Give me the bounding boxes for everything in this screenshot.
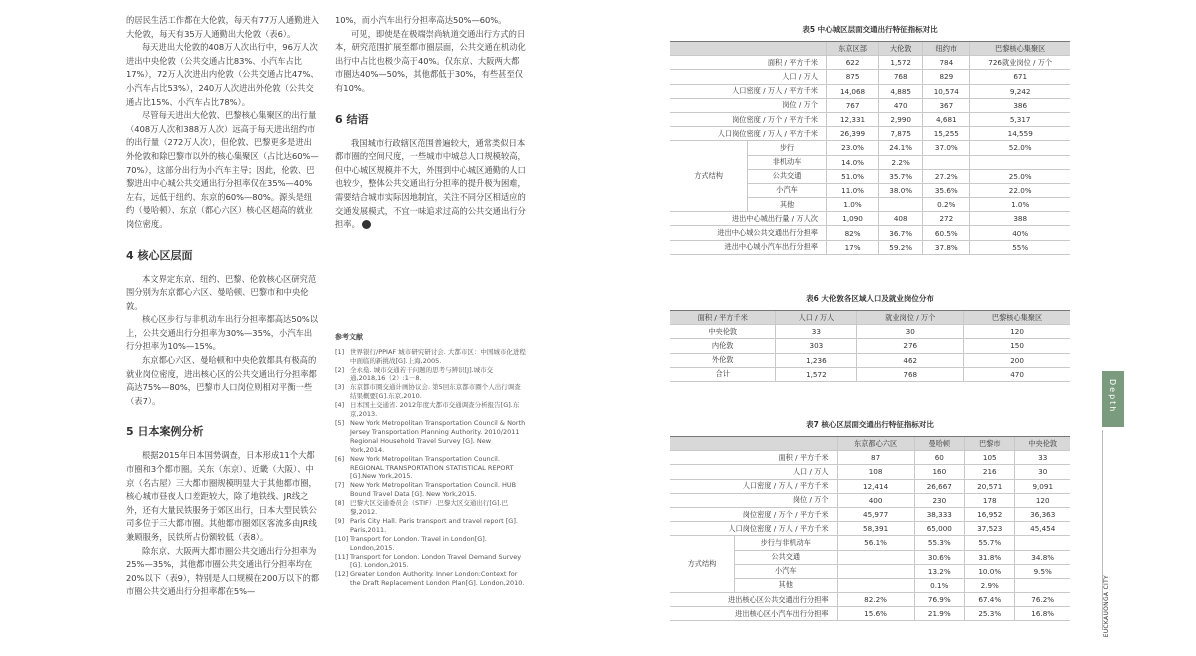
table-cell: 20,571: [965, 479, 1015, 493]
reference-number: [10]: [335, 534, 349, 543]
table-row: [670, 56, 1070, 70]
table-cell: 0.1%: [914, 578, 964, 592]
table-cell: 51.0%: [826, 169, 878, 183]
row-label: 岗位密度 / 万个 / 平方千米: [670, 112, 826, 126]
row-sublabel: 公共交通: [734, 550, 837, 564]
paragraph: 本文界定东京、纽约、巴黎、伦敦核心区研究范围分别为东京都心六区、曼哈顿、巴黎市和中央伦敦。: [126, 273, 317, 311]
table-row: [670, 493, 1070, 507]
table-cell: 38.0%: [879, 183, 923, 197]
paragraph: 的居民生活工作都在大伦敦，每天有77万人通勤进入大伦敦，每天有35万人通勤出大伦敦（表6）。: [126, 15, 320, 39]
table-cell: 40%: [970, 226, 1070, 240]
reference-text: Greater London Authority. Inner London:Context for the Draft Replacement London Plan[G]. London,2010.: [350, 570, 525, 588]
table-row: [670, 607, 1070, 621]
row-label: 面积 / 平方千米: [670, 451, 837, 465]
table-cell: 37.0%: [923, 141, 970, 155]
table-cell: 10.0%: [965, 564, 1015, 578]
table-cell: 1,572: [879, 56, 923, 70]
table-row: [670, 367, 1070, 381]
table-cell: 9.5%: [1015, 564, 1070, 578]
table-cell: [837, 550, 914, 564]
group-label: 方式结构: [670, 536, 734, 593]
table-cell: 67.4%: [965, 593, 1015, 607]
column-header: 巴黎核心集聚区: [970, 42, 1070, 56]
table-cell: 230: [914, 493, 964, 507]
reference-text: 世界银行/PPIAF 城市研究研讨会. 大都市区：中国城市化进程中面临的新挑战[G].上海,2005.: [350, 347, 526, 365]
reference-item: [335, 348, 527, 366]
table-cell: 55.7%: [965, 536, 1015, 550]
paragraph: 每天进出大伦敦的408万人次出行中，96万人次进出中央伦敦（公共交通占比83%、小汽车占比17%），72万人次进出内伦敦（公共交通占比47%、小汽车占比53%），240万人次进出外伦敦（公共交通占比15%、小汽车占比78%）。: [126, 42, 319, 107]
table-cell: 9,242: [970, 84, 1070, 98]
row-label: 进出核心区公共交通出行分担率: [670, 593, 837, 607]
column-header: 巴黎市: [965, 437, 1015, 451]
table-cell: 105: [965, 451, 1015, 465]
table-cell: 34.8%: [1015, 550, 1070, 564]
row-sublabel: 非机动车: [748, 155, 827, 169]
reference-item: [335, 401, 527, 419]
section-tab: [1102, 371, 1124, 427]
table-cell: 9,091: [1015, 479, 1070, 493]
table-cell: 16.8%: [1015, 607, 1070, 621]
table-cell: 35.6%: [923, 183, 970, 197]
table-cell: 1,572: [776, 367, 857, 381]
table-cell: 25.3%: [965, 607, 1015, 621]
table-cell: 60.5%: [923, 226, 970, 240]
text-column-1: [126, 14, 320, 599]
column-header: 就业岗位 / 万个: [857, 311, 964, 325]
table-cell: 408: [879, 212, 923, 226]
table-cell: 21.9%: [914, 607, 964, 621]
table-cell: 200: [964, 353, 1070, 367]
table-cell: 178: [965, 493, 1015, 507]
table6-caption: 表6 大伦敦各区域人口及就业岗位分布: [806, 294, 934, 303]
table-cell: 108: [837, 465, 914, 479]
row-sublabel: 其他: [734, 578, 837, 592]
paragraph: 东京都心六区、曼哈顿和中央伦敦都具有极高的就业岗位密度，进出核心区的公共交通出行分担率都高达75%—80%，巴黎市人口岗位则相对平衡一些（表7）。: [126, 355, 317, 406]
table-cell: 14,068: [826, 84, 878, 98]
reference-item: [335, 499, 527, 517]
table-cell: 1,090: [826, 212, 878, 226]
row-sublabel: 小汽车: [734, 564, 837, 578]
row-label: 进出中心城公共交通出行分担率: [670, 226, 826, 240]
table-cell: 22.0%: [970, 183, 1070, 197]
reference-text: Paris City Hall. Paris transport and travel report [G]. Paris,2011.: [350, 516, 518, 534]
table-cell: 52.0%: [970, 141, 1070, 155]
table-cell: 30.6%: [914, 550, 964, 564]
table-row: [670, 98, 1070, 112]
references-list: [335, 348, 527, 588]
table-cell: 622: [826, 56, 878, 70]
table-cell: 768: [879, 70, 923, 84]
conclusion-text: 我国城市行政辖区范围普遍较大，通常类似日本都市圈的空间尺度，一些城市中城总人口规模较高，但中心城区规模并不大，外围到中心城区通勤的人口也较少，整体公共交通出行分担率的提升极为困难，需要结合城市实际因地制宜，关注不同分区相适应的交通发展模式，不宜一味追求过高的公共交通出行分担率。: [335, 137, 526, 230]
table-cell: 276: [857, 339, 964, 353]
paragraph: 根据2015年日本国势调查，日本形成11个大都市圈和3个都市圈。关东（东京）、近畿（大阪）、中京（名古屋）三大都市圈规模明显大于其他都市圈，核心城市昼夜人口差距较大，除了地铁线、JR线之外，还有大量民铁服务于郊区出行，日本大型民铁公司多位于三大都市圈。其他都市圈郊区客流多由JR线兼顾服务，民铁所占份额较低（表8）。: [126, 450, 317, 542]
table-header-row: [670, 437, 1070, 451]
table-cell: 23.0%: [826, 141, 878, 155]
table-cell: 303: [776, 339, 857, 353]
table-cell: 160: [914, 465, 964, 479]
table-cell: 12,331: [826, 112, 878, 126]
row-sublabel: 步行: [748, 141, 827, 155]
table7: [670, 436, 1070, 621]
column-header: 大伦敦: [879, 42, 923, 56]
table5-container: [670, 24, 1070, 255]
table-cell: 388: [970, 212, 1070, 226]
table-cell: 7,875: [879, 127, 923, 141]
row-label: 岗位密度 / 万个 / 平方千米: [670, 507, 837, 521]
table-cell: 38,333: [914, 507, 964, 521]
row-label: 岗位 / 万个: [670, 98, 826, 112]
table-cell: 0.2%: [923, 198, 970, 212]
column-header: 巴黎核心集聚区: [964, 311, 1070, 325]
reference-item: [335, 481, 527, 499]
table-cell: 33: [1015, 451, 1070, 465]
table-row: [670, 522, 1070, 536]
table-row: [670, 226, 1070, 240]
row-label: 内伦敦: [670, 339, 776, 353]
row-label: 中央伦敦: [670, 325, 776, 339]
table-cell: 671: [970, 70, 1070, 84]
table-cell: 150: [964, 339, 1070, 353]
reference-text: 全永燊. 城市交通若干问题的思考与辨识[J].城市交通,2018,16（2）:1－8.: [350, 365, 494, 383]
table-row: [670, 127, 1070, 141]
text-column-2: [335, 14, 527, 588]
table-row: [670, 536, 1070, 550]
row-sublabel: 步行与非机动车: [734, 536, 837, 550]
row-sublabel: 公共交通: [748, 169, 827, 183]
paragraph: 除东京、大阪两大都市圈公共交通出行分担率为25%—35%，其他都市圈公共交通出行分担率均在20%以下（表9），特别是人口规模在200万以下的都市圈公共交通出行分担率都在5%—: [126, 545, 320, 597]
table-cell: 82.2%: [837, 593, 914, 607]
header-blank: [670, 437, 837, 451]
table-cell: 768: [857, 367, 964, 381]
reference-text: Transport for London. London Travel Demand Survey [G]. London,2015.: [350, 552, 522, 570]
paragraph: 10%，而小汽车出行分担率高达50%—60%。: [335, 15, 507, 25]
table-cell: 55%: [970, 240, 1070, 254]
table-cell: 76.2%: [1015, 593, 1070, 607]
table-row: [670, 451, 1070, 465]
table-cell: 31.8%: [965, 550, 1015, 564]
table-cell: 400: [837, 493, 914, 507]
reference-number: [11]: [335, 552, 349, 561]
row-label: 面积 / 平方千米: [670, 56, 826, 70]
table-cell: 76.9%: [914, 593, 964, 607]
table-cell: 470: [879, 98, 923, 112]
table-row: [670, 465, 1070, 479]
column-header: 人口 / 万人: [776, 311, 857, 325]
table-cell: 784: [923, 56, 970, 70]
table-cell: 36.7%: [879, 226, 923, 240]
journal-name: EUCKAUONGA CITY: [1103, 575, 1110, 638]
table-cell: 2.2%: [879, 155, 923, 169]
table-cell: 45,977: [837, 507, 914, 521]
table-cell: 24.1%: [879, 141, 923, 155]
table-cell: 12,414: [837, 479, 914, 493]
reference-item: [335, 455, 527, 482]
table-cell: 1.0%: [826, 198, 878, 212]
table-cell: 30: [857, 325, 964, 339]
table-row: [670, 84, 1070, 98]
section-heading-5: 5 日本案例分析: [126, 425, 204, 439]
table-cell: 56.1%: [837, 536, 914, 550]
table-cell: 35.7%: [879, 169, 923, 183]
table6: [670, 310, 1070, 382]
reference-number: [2]: [335, 365, 345, 374]
table-cell: 120: [1015, 493, 1070, 507]
row-label: 合计: [670, 367, 776, 381]
table-cell: 272: [923, 212, 970, 226]
table-row: [670, 141, 1070, 155]
table-row: [670, 212, 1070, 226]
table-cell: 58,391: [837, 522, 914, 536]
table-cell: 1,236: [776, 353, 857, 367]
table-cell: [879, 198, 923, 212]
reference-number: [12]: [335, 570, 349, 579]
table-cell: 10,574: [923, 84, 970, 98]
table-cell: 5,317: [970, 112, 1070, 126]
table-cell: 767: [826, 98, 878, 112]
table-cell: 59.2%: [879, 240, 923, 254]
table-cell: 4,681: [923, 112, 970, 126]
paragraph: [335, 137, 527, 232]
column-header: 东京区部: [826, 42, 878, 56]
table-row: [670, 112, 1070, 126]
table-cell: 45,454: [1015, 522, 1070, 536]
table-cell: 27.2%: [923, 169, 970, 183]
reference-number: [9]: [335, 516, 345, 525]
reference-text: Transport for London. Travel in London[G]. London,2015.: [350, 534, 487, 552]
table-row: [670, 593, 1070, 607]
table-cell: [923, 155, 970, 169]
table-header-row: [670, 311, 1070, 325]
table-cell: 1.0%: [970, 198, 1070, 212]
header-blank: [670, 42, 826, 56]
table-cell: 2.9%: [965, 578, 1015, 592]
row-label: 进出中心城出行量 / 万人次: [670, 212, 826, 226]
table-cell: 60: [914, 451, 964, 465]
reference-number: [4]: [335, 401, 345, 410]
table-row: [670, 507, 1070, 521]
table-cell: 15,255: [923, 127, 970, 141]
table-cell: 55.3%: [914, 536, 964, 550]
table-cell: 26,667: [914, 479, 964, 493]
table-row: [670, 339, 1070, 353]
table-cell: 33: [776, 325, 857, 339]
column-header: 东京都心六区: [837, 437, 914, 451]
row-label: 进出核心区小汽车出行分担率: [670, 607, 837, 621]
table7-caption: 表7 核心区层面交通出行特征指标对比: [806, 420, 934, 429]
reference-item: [335, 517, 527, 535]
table-cell: 26,399: [826, 127, 878, 141]
table-cell: 2,990: [879, 112, 923, 126]
table-cell: 829: [923, 70, 970, 84]
row-label: 人口 / 万人: [670, 70, 826, 84]
table-cell: 36,363: [1015, 507, 1070, 521]
reference-text: New York Metropolitan Transportation Council. HUB Bound Travel Data [G]. New York,2015.: [350, 481, 517, 499]
reference-number: [1]: [335, 347, 345, 356]
row-label: 人口 / 万人: [670, 465, 837, 479]
table-cell: 30: [1015, 465, 1070, 479]
row-label: 人口岗位密度 / 万人 / 平方千米: [670, 127, 826, 141]
table-row: [670, 70, 1070, 84]
table-cell: 65,000: [914, 522, 964, 536]
paragraph: 核心区步行与非机动车出行分担率都高达50%以上，公共交通出行分担率为30%—35%，小汽车出行分担率为10%—15%。: [126, 314, 319, 352]
table-cell: 14.0%: [826, 155, 878, 169]
table-row: [670, 240, 1070, 254]
reference-number: [3]: [335, 383, 345, 392]
table5: [670, 41, 1070, 255]
table-cell: 16,952: [965, 507, 1015, 521]
table-cell: [1015, 536, 1070, 550]
column-header: 中央伦敦: [1015, 437, 1070, 451]
table-cell: 17%: [826, 240, 878, 254]
reference-item: [335, 383, 527, 401]
reference-item: [335, 535, 527, 553]
table-cell: 11.0%: [826, 183, 878, 197]
reference-item: [335, 366, 527, 384]
table-cell: 37.8%: [923, 240, 970, 254]
row-sublabel: 其他: [748, 198, 827, 212]
table-cell: 120: [964, 325, 1070, 339]
table6-container: [670, 293, 1070, 382]
group-label: 方式结构: [670, 141, 748, 212]
table7-container: [670, 419, 1070, 621]
table-cell: 367: [923, 98, 970, 112]
table-cell: [1015, 578, 1070, 592]
reference-number: [7]: [335, 481, 345, 490]
row-label: 岗位 / 万个: [670, 493, 837, 507]
table-cell: 37,523: [965, 522, 1015, 536]
section-heading-6: 6 结语: [335, 112, 369, 126]
row-label: 外伦敦: [670, 353, 776, 367]
table-cell: 87: [837, 451, 914, 465]
column-header: 纽约市: [923, 42, 970, 56]
reference-item: [335, 419, 527, 455]
references-title: 参考文献: [335, 332, 363, 341]
table-cell: [837, 564, 914, 578]
reference-text: 巴黎大区交通委员会（STIF）.巴黎大区交通出行[G].巴黎,2012.: [350, 499, 508, 517]
table-cell: [837, 578, 914, 592]
reference-number: [8]: [335, 499, 345, 508]
table-cell: 15.6%: [837, 607, 914, 621]
reference-item: [335, 570, 527, 588]
section-heading-4: 4 核心区层面: [126, 248, 193, 262]
column-header: 曼哈顿: [914, 437, 964, 451]
reference-text: New York Metropolitan Transportation Council & North Jersey Transportation Planning Authority. 2010/2011 Regional Household Travel Survey [G]. New York,2014.: [350, 418, 526, 454]
table-cell: 470: [964, 367, 1070, 381]
reference-number: [5]: [335, 418, 345, 427]
end-mark-icon: E: [362, 220, 371, 229]
column-header: 面积 / 平方千米: [670, 311, 776, 325]
table-cell: 25.0%: [970, 169, 1070, 183]
reference-number: [6]: [335, 454, 345, 463]
reference-text: New York Metropolitan Transportation Council. REGIONAL TRANSPORTATION STATISTICAL REPORT [G].New York,2015.: [350, 454, 514, 481]
table-row: [670, 353, 1070, 367]
table-cell: [970, 155, 1070, 169]
row-sublabel: 小汽车: [748, 183, 827, 197]
table-cell: 14,559: [970, 127, 1070, 141]
table-cell: 875: [826, 70, 878, 84]
table5-caption: 表5 中心城区层面交通出行特征指标对比: [802, 25, 938, 34]
row-label: 人口岗位密度 / 万人 / 平方千米: [670, 522, 837, 536]
table-cell: 13.2%: [914, 564, 964, 578]
table-cell: 216: [965, 465, 1015, 479]
reference-item: [335, 553, 527, 571]
table-cell: 462: [857, 353, 964, 367]
table-header-row: [670, 42, 1070, 56]
table-row: [670, 479, 1070, 493]
row-label: 人口密度 / 万人 / 平方千米: [670, 479, 837, 493]
row-label: 进出中心城小汽车出行分担率: [670, 240, 826, 254]
table-cell: 82%: [826, 226, 878, 240]
reference-text: 东京都市圈交通计画协议会. 第5回东京都市圈个人出行调查结果概要[G].东京,2010.: [350, 383, 521, 401]
row-label: 人口密度 / 万人 / 平方千米: [670, 84, 826, 98]
section-tab-label: Depth: [1108, 379, 1117, 414]
reference-text: 日本国土交通省. 2012年度大都市交通调查分析报告[G].东京,2013.: [350, 401, 520, 419]
table-cell: 4,885: [879, 84, 923, 98]
paragraph: 尽管每天进出大伦敦、巴黎核心集聚区的出行量（408万人次和388万人次）远高于每天进出纽约市的出行量（272万人次），但伦敦、巴黎更多是进出外伦敦和除巴黎市以外的核心集聚区（占比达60%—70%），这部分出行为小汽车主导；因此，伦敦、巴黎进出中心城公共交通出行分担率仅在35%—40%左右，远低于纽约、东京的60%—80%。源头是纽约（曼哈顿）、东京（都心六区）核心区超高的就业岗位密度。: [126, 110, 319, 229]
paragraph: 可见，即使是在极端崇尚轨道交通出行方式的日本，研究范围扩展至都市圈层面，公共交通在机动化出行中占比也极少高于40%。仅东京、大阪两大都市圈达40%—50%，其他都低于30%，有些甚至仅有10%。: [335, 28, 526, 93]
table-cell: 386: [970, 98, 1070, 112]
table-cell: 726就业岗位 / 万个: [970, 56, 1070, 70]
table-row: [670, 325, 1070, 339]
